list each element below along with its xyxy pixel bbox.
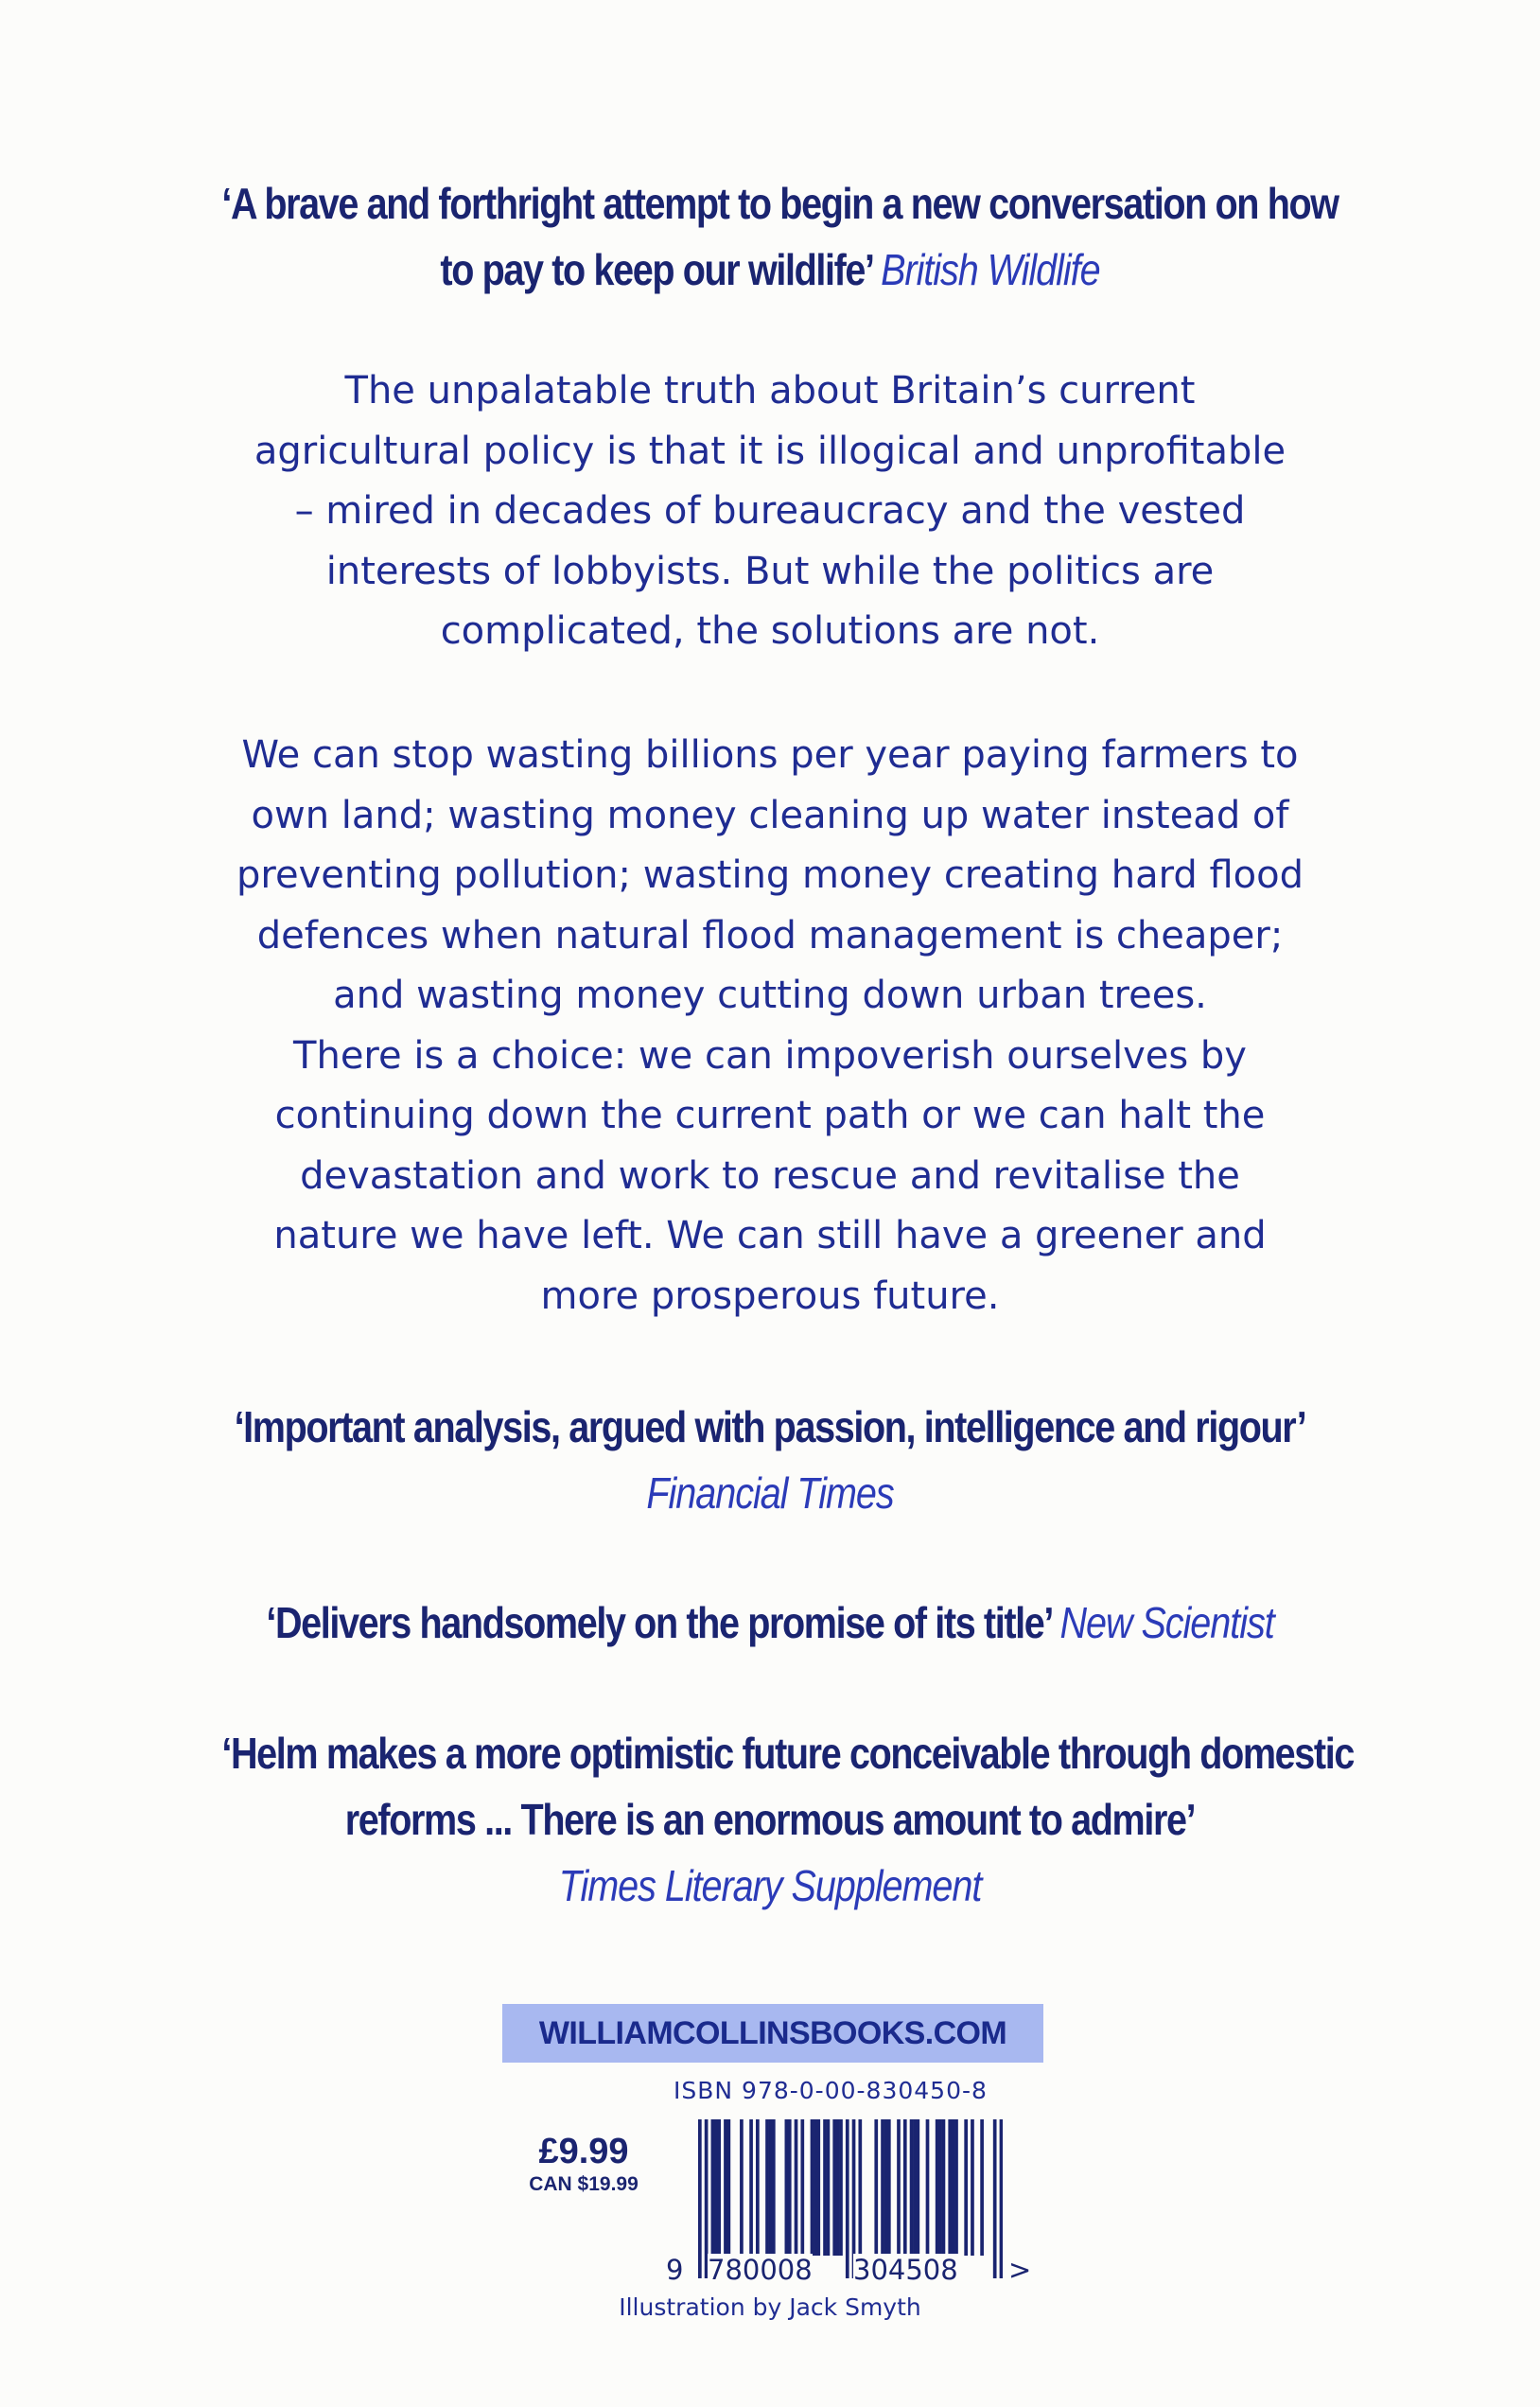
blurb-line: own land; wasting money cleaning up water instead of bbox=[251, 793, 1289, 837]
blurb-line: agricultural policy is that it is illogical and unprofitable bbox=[254, 429, 1286, 473]
barcode-bar bbox=[916, 2119, 919, 2256]
quote-line: ‘Delivers handsomely on the promise of its title’ bbox=[266, 1598, 1051, 1647]
barcode-end-mark: > bbox=[1008, 2254, 1032, 2286]
barcode-bar bbox=[938, 2119, 942, 2256]
barcode-bar bbox=[756, 2119, 760, 2256]
barcode-bar bbox=[858, 2119, 862, 2256]
barcode-bar bbox=[887, 2119, 891, 2256]
barcode-bar bbox=[814, 2119, 817, 2256]
price-canada: CAN $19.99 bbox=[529, 2173, 639, 2195]
quote-line: reforms ... There is an enormous amount to admire’ bbox=[344, 1795, 1196, 1844]
blurb-line: interests of lobbyists. But while the politics are bbox=[325, 549, 1215, 593]
price-uk: £9.99 bbox=[538, 2132, 629, 2171]
blurb-line: devastation and work to rescue and revitalise the bbox=[300, 1153, 1240, 1198]
barcode-bar bbox=[714, 2119, 718, 2256]
publisher-website bbox=[502, 2004, 1043, 2063]
barcode-bar bbox=[800, 2119, 804, 2256]
blurb-line: more prosperous future. bbox=[540, 1274, 1000, 1318]
blurb-line: continuing down the current path or we can halt the bbox=[274, 1094, 1266, 1137]
blurb-line: There is a choice: we can impoverish ourselves by bbox=[293, 1033, 1247, 1078]
barcode-bar bbox=[785, 2119, 789, 2256]
blurb-line: defences when natural flood management is cheaper; bbox=[256, 913, 1284, 958]
blurb-line: preventing pollution; wasting money creating hard flood bbox=[236, 853, 1304, 897]
quote-line: ‘Important analysis, argued with passion, intelligence and rigour’ bbox=[234, 1402, 1306, 1451]
barcode-right-group: 304508 bbox=[853, 2254, 958, 2286]
barcode-bar bbox=[724, 2119, 727, 2256]
barcode-bar bbox=[954, 2119, 958, 2256]
blurb-line: complicated, the solutions are not. bbox=[440, 609, 1100, 653]
quote-line: to pay to keep our wildlife’ bbox=[440, 245, 872, 294]
barcode-bar bbox=[971, 2119, 974, 2256]
barcode-bar bbox=[913, 2119, 917, 2256]
barcode-digits bbox=[666, 2254, 1041, 2292]
barcode-bar bbox=[926, 2119, 930, 2256]
barcode-bar bbox=[711, 2119, 715, 2256]
barcode-bar bbox=[839, 2119, 843, 2256]
barcode-lead-digit: 9 bbox=[666, 2254, 684, 2286]
quote-source: Times Literary Supplement bbox=[558, 1861, 982, 1910]
barcode-bar bbox=[884, 2119, 888, 2256]
barcode-bar bbox=[717, 2119, 721, 2256]
blurb-line: and wasting money cutting down urban trees. bbox=[333, 974, 1207, 1017]
quote-financial-times bbox=[221, 1394, 1318, 1526]
barcode-bar bbox=[903, 2119, 907, 2256]
barcode-bar bbox=[823, 2119, 827, 2256]
blurb-paragraph-2 bbox=[132, 726, 1408, 1326]
blurb-line: nature we have left. We can still have a greener and bbox=[273, 1214, 1267, 1257]
barcode-bar bbox=[964, 2119, 968, 2256]
barcode-bar bbox=[980, 2119, 984, 2256]
barcode-bar bbox=[765, 2119, 769, 2256]
barcode-bar bbox=[795, 2119, 798, 2256]
blurb-paragraph-1 bbox=[132, 361, 1408, 662]
barcode-bar bbox=[948, 2119, 952, 2256]
barcode-bar bbox=[749, 2119, 753, 2256]
barcode-bar bbox=[832, 2119, 836, 2256]
barcode-bar bbox=[897, 2119, 901, 2256]
barcode-left-group: 780008 bbox=[708, 2254, 813, 2286]
quote-source: New Scientist bbox=[1059, 1598, 1274, 1647]
publisher-website-text: WILLIAMCOLLINSBOOKS.COM bbox=[538, 2014, 1007, 2051]
quote-source: British Wildlife bbox=[881, 245, 1100, 294]
barcode-bar bbox=[952, 2119, 955, 2256]
barcode-bar bbox=[740, 2119, 744, 2256]
quote-line: ‘A brave and forthright attempt to begin a new conversation on how bbox=[221, 179, 1339, 228]
quote-new-scientist bbox=[221, 1590, 1318, 1656]
barcode-bar bbox=[942, 2119, 946, 2256]
quote-line: ‘Helm makes a more optimistic future conceivable through domestic bbox=[221, 1729, 1354, 1778]
barcode-bar bbox=[788, 2119, 792, 2256]
barcode-bar bbox=[881, 2119, 884, 2256]
quote-british-wildlife bbox=[221, 170, 1339, 303]
quote-source: Financial Times bbox=[646, 1468, 894, 1518]
barcode-bar bbox=[727, 2119, 731, 2256]
barcode-bar bbox=[811, 2119, 814, 2256]
blurb-line: We can stop wasting billions per year paying farmers to bbox=[241, 733, 1299, 777]
barcode-bar bbox=[769, 2119, 773, 2256]
barcode-bar bbox=[772, 2119, 776, 2256]
blurb-line: The unpalatable truth about Britain’s current bbox=[344, 369, 1196, 413]
barcode-bar bbox=[936, 2119, 939, 2256]
quote-times-literary-supplement bbox=[221, 1720, 1354, 1919]
barcode-bar bbox=[816, 2119, 820, 2256]
blurb-line: – mired in decades of bureaucracy and the vested bbox=[294, 489, 1246, 533]
illustration-credit: Illustration by Jack Smyth bbox=[619, 2293, 921, 2321]
barcode-bar bbox=[836, 2119, 840, 2256]
price-block bbox=[522, 2131, 645, 2197]
isbn-label: ISBN 978-0-00-830450-8 bbox=[674, 2077, 988, 2104]
barcode-bar bbox=[910, 2119, 914, 2256]
barcode-bar bbox=[874, 2119, 878, 2256]
barcode-bar bbox=[827, 2119, 831, 2256]
